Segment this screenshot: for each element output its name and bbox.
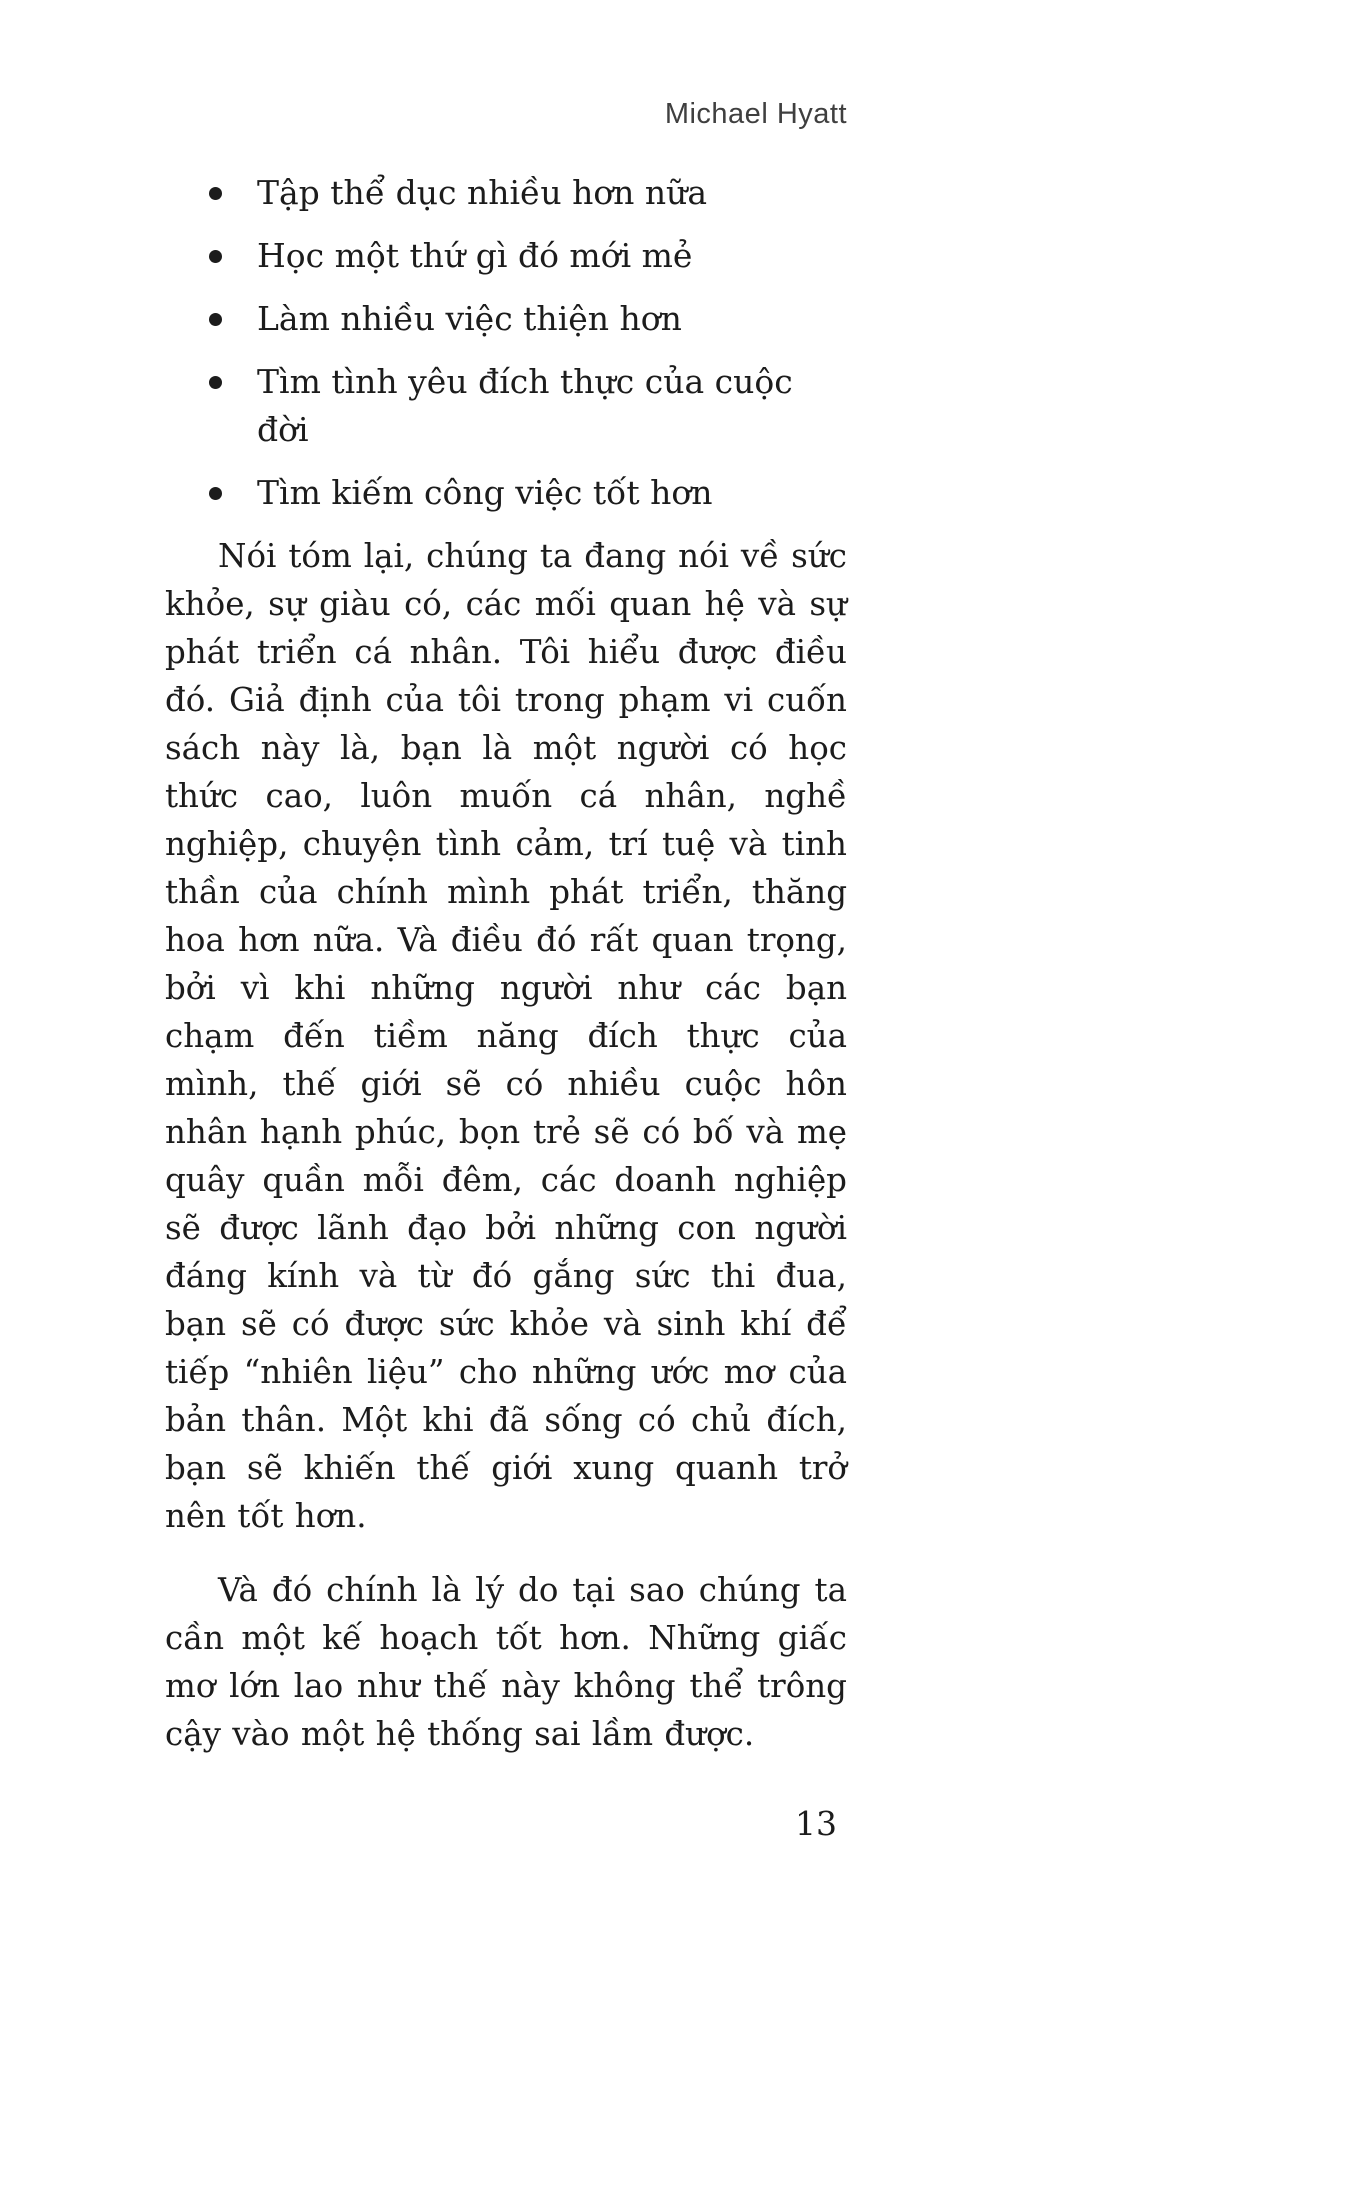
bullet-icon [209, 487, 222, 500]
list-item-text: Làm nhiều việc thiện hơn [257, 299, 682, 338]
bullet-icon [209, 250, 222, 263]
bullet-icon [209, 376, 222, 389]
list-item [165, 295, 847, 343]
bullet-icon [209, 187, 222, 200]
list-item-text: Tìm tình yêu đích thực của cuộc đời [257, 362, 793, 449]
list-item [165, 169, 847, 217]
bullet-icon [209, 313, 222, 326]
paragraph: Nói tóm lại, chúng ta đang nói về sức khỏe, sự giàu có, các mối quan hệ và sự phát triển cá nhân. Tôi hiểu được điều đó. Giả định của tôi trong phạm vi cuốn sách này là, bạn là một người có học thức cao, luôn muốn cá nhân, nghề nghiệp, chuyện tình cảm, trí tuệ và tinh thần của chính mình phát triển, thăng hoa hơn nữa. Và điều đó rất quan trọng, bởi vì khi những người như các bạn chạm đến tiềm năng đích thực của mình, thế giới sẽ có nhiều cuộc hôn nhân hạnh phúc, bọn trẻ sẽ có bố và mẹ quây quần mỗi đêm, các doanh nghiệp sẽ được lãnh đạo bởi những con người đáng kính và từ đó gắng sức thi đua, bạn sẽ có được sức khỏe và sinh khí để tiếp “nhiên liệu” cho những ước mơ của bản thân. Một khi đã sống có chủ đích, bạn sẽ khiến thế giới xung quanh trở nên tốt hơn. [165, 537, 847, 1535]
list-item-text: Tập thể dục nhiều hơn nữa [257, 173, 708, 212]
paragraph: Và đó chính là lý do tại sao chúng ta cần một kế hoạch tốt hơn. Những giấc mơ lớn lao như thế này không thể trông cậy vào một hệ thống sai lầm được. [165, 1571, 847, 1753]
list-item-text: Học một thứ gì đó mới mẻ [257, 236, 693, 275]
list-item [165, 469, 847, 517]
list-item-text: Tìm kiếm công việc tốt hơn [257, 473, 713, 512]
book-page [165, 98, 847, 1843]
list-item [165, 358, 847, 454]
goal-list [165, 169, 847, 517]
running-header: Michael Hyatt [664, 98, 847, 130]
list-item [165, 232, 847, 280]
page-number: 13 [795, 1804, 837, 1843]
